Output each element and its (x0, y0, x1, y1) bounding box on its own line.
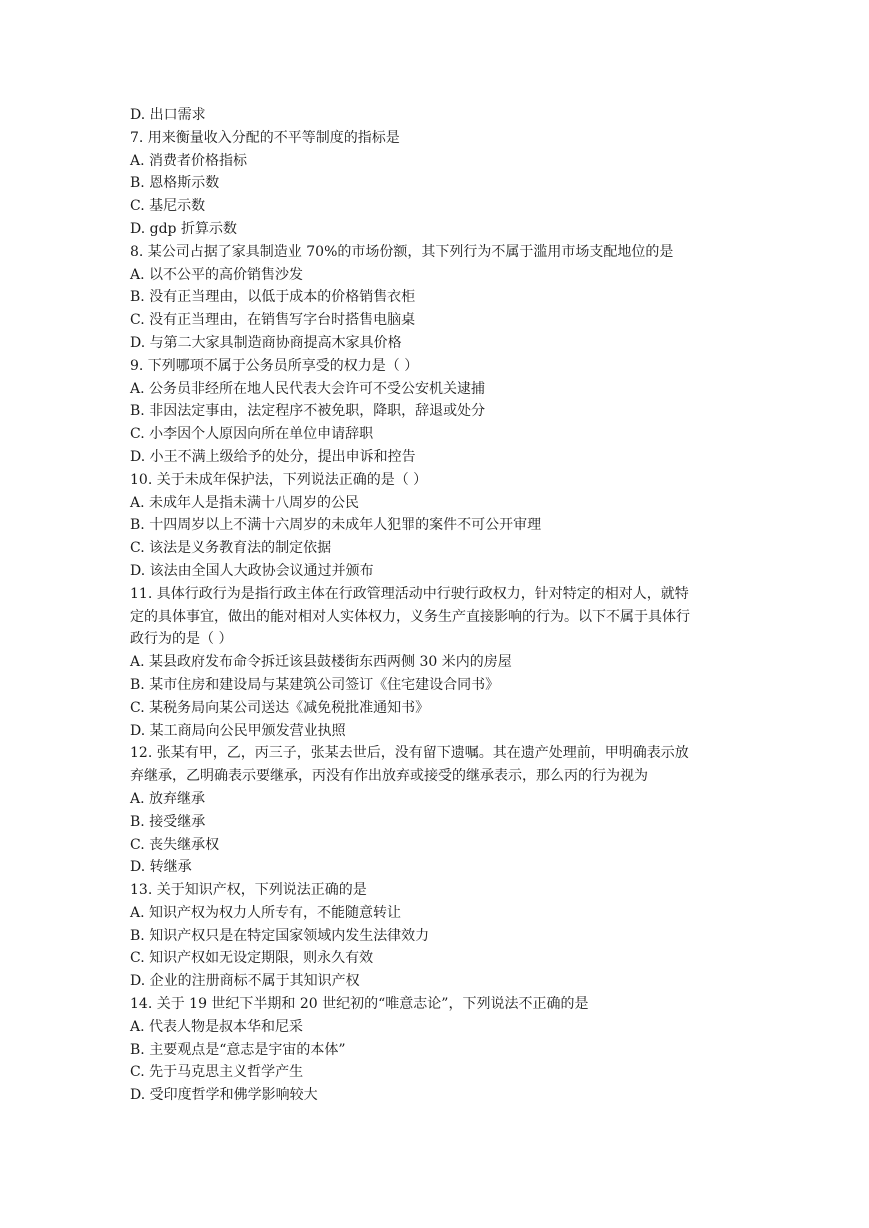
question-12-line-2: 弃继承，乙明确表示要继承，丙没有作出放弃或接受的继承表示，那么丙的行为视为 (130, 768, 648, 785)
option-b-q8: B. 没有正当理由，以低于成本的价格销售衣柜 (130, 289, 416, 306)
option-a-q14: A. 代表人物是叔本华和尼采 (130, 1018, 304, 1035)
option-b-q12: B. 接受继承 (130, 813, 206, 830)
question-9: 9. 下列哪项不属于公务员所享受的权力是（ ） (130, 357, 419, 374)
option-b-q9: B. 非因法定事由，法定程序不被免职，降职，辞退或处分 (130, 403, 486, 420)
option-d-q6: D. 出口需求 (130, 107, 206, 123)
option-d-q7: D. gdp 折算示数 (130, 220, 237, 237)
option-b-q13: B. 知识产权只是在特定国家领域内发生法律效力 (130, 927, 430, 944)
option-a-q7: A. 消费者价格指标 (130, 152, 248, 169)
option-a-q10: A. 未成年人是指未满十八周岁的公民 (130, 494, 360, 511)
question-11-line-2: 定的具体事宜，做出的能对相对人实体权力，义务生产直接影响的行为。以下不属于具体行 (130, 608, 690, 625)
option-b-q11: B. 某市住房和建设局与某建筑公司签订《住宅建设合同书》 (130, 676, 500, 693)
question-7: 7. 用来衡量收入分配的不平等制度的指标是 (130, 129, 400, 146)
option-c-q12: C. 丧失继承权 (130, 836, 220, 853)
option-c-q13: C. 知识产权如无设定期限，则永久有效 (130, 950, 374, 967)
option-d-q10: D. 该法由全国人大政协会议通过并颁布 (130, 562, 374, 579)
option-c-q14: C. 先于马克思主义哲学产生 (130, 1064, 304, 1081)
question-11-line-3: 政行为的是（ ） (130, 631, 233, 648)
question-14: 14. 关于 19 世纪下半期和 20 世纪初的“唯意志论”，下列说法不正确的是 (130, 996, 589, 1013)
question-8: 8. 某公司占据了家具制造业 70%的市场份额，其下列行为不属于滥用市场支配地位的是 (130, 243, 674, 260)
option-d-q11: D. 某工商局向公民甲颁发营业执照 (130, 722, 346, 739)
option-a-q11: A. 某县政府发布命令拆迁该县鼓楼街东西两侧 30 米内的房屋 (130, 654, 512, 671)
option-c-q8: C. 没有正当理由，在销售写字台时搭售电脑桌 (130, 312, 416, 329)
option-c-q9: C. 小李因个人原因向所在单位申请辞职 (130, 426, 374, 443)
option-d-q14: D. 受印度哲学和佛学影响较大 (130, 1087, 318, 1104)
option-a-q8: A. 以不公平的高价销售沙发 (130, 266, 304, 283)
option-c-q11: C. 某税务局向某公司送达《减免税批准通知书》 (130, 699, 430, 716)
option-b-q10: B. 十四周岁以上不满十六周岁的未成年人犯罪的案件不可公开审理 (130, 517, 542, 534)
option-d-q12: D. 转继承 (130, 859, 192, 876)
option-d-q8: D. 与第二大家具制造商协商提高木家具价格 (130, 334, 402, 351)
option-a-q12: A. 放弃继承 (130, 790, 206, 807)
option-b-q7: B. 恩格斯示数 (130, 175, 220, 192)
option-a-q9: A. 公务员非经所在地人民代表大会许可不受公安机关逮捕 (130, 380, 486, 397)
option-d-q13: D. 企业的注册商标不属于其知识产权 (130, 973, 360, 990)
option-d-q9: D. 小王不满上级给予的处分，提出申诉和控告 (130, 448, 416, 465)
question-10: 10. 关于未成年保护法，下列说法正确的是（ ） (130, 471, 428, 488)
option-c-q7: C. 基尼示数 (130, 198, 206, 215)
option-a-q13: A. 知识产权为权力人所专有，不能随意转让 (130, 904, 402, 921)
question-13: 13. 关于知识产权，下列说法正确的是 (130, 882, 367, 899)
question-12-line-1: 12. 张某有甲，乙，丙三子，张某去世后，没有留下遗嘱。其在遗产处理前，甲明确表示放 (130, 745, 689, 762)
option-c-q10: C. 该法是义务教育法的制定依据 (130, 540, 332, 557)
question-11-line-1: 11. 具体行政行为是指行政主体在行政管理活动中行驶行政权力，针对特定的相对人，就特 (130, 585, 689, 602)
option-b-q14: B. 主要观点是“意志是宇宙的本体” (130, 1041, 346, 1058)
document-text (130, 104, 770, 1107)
